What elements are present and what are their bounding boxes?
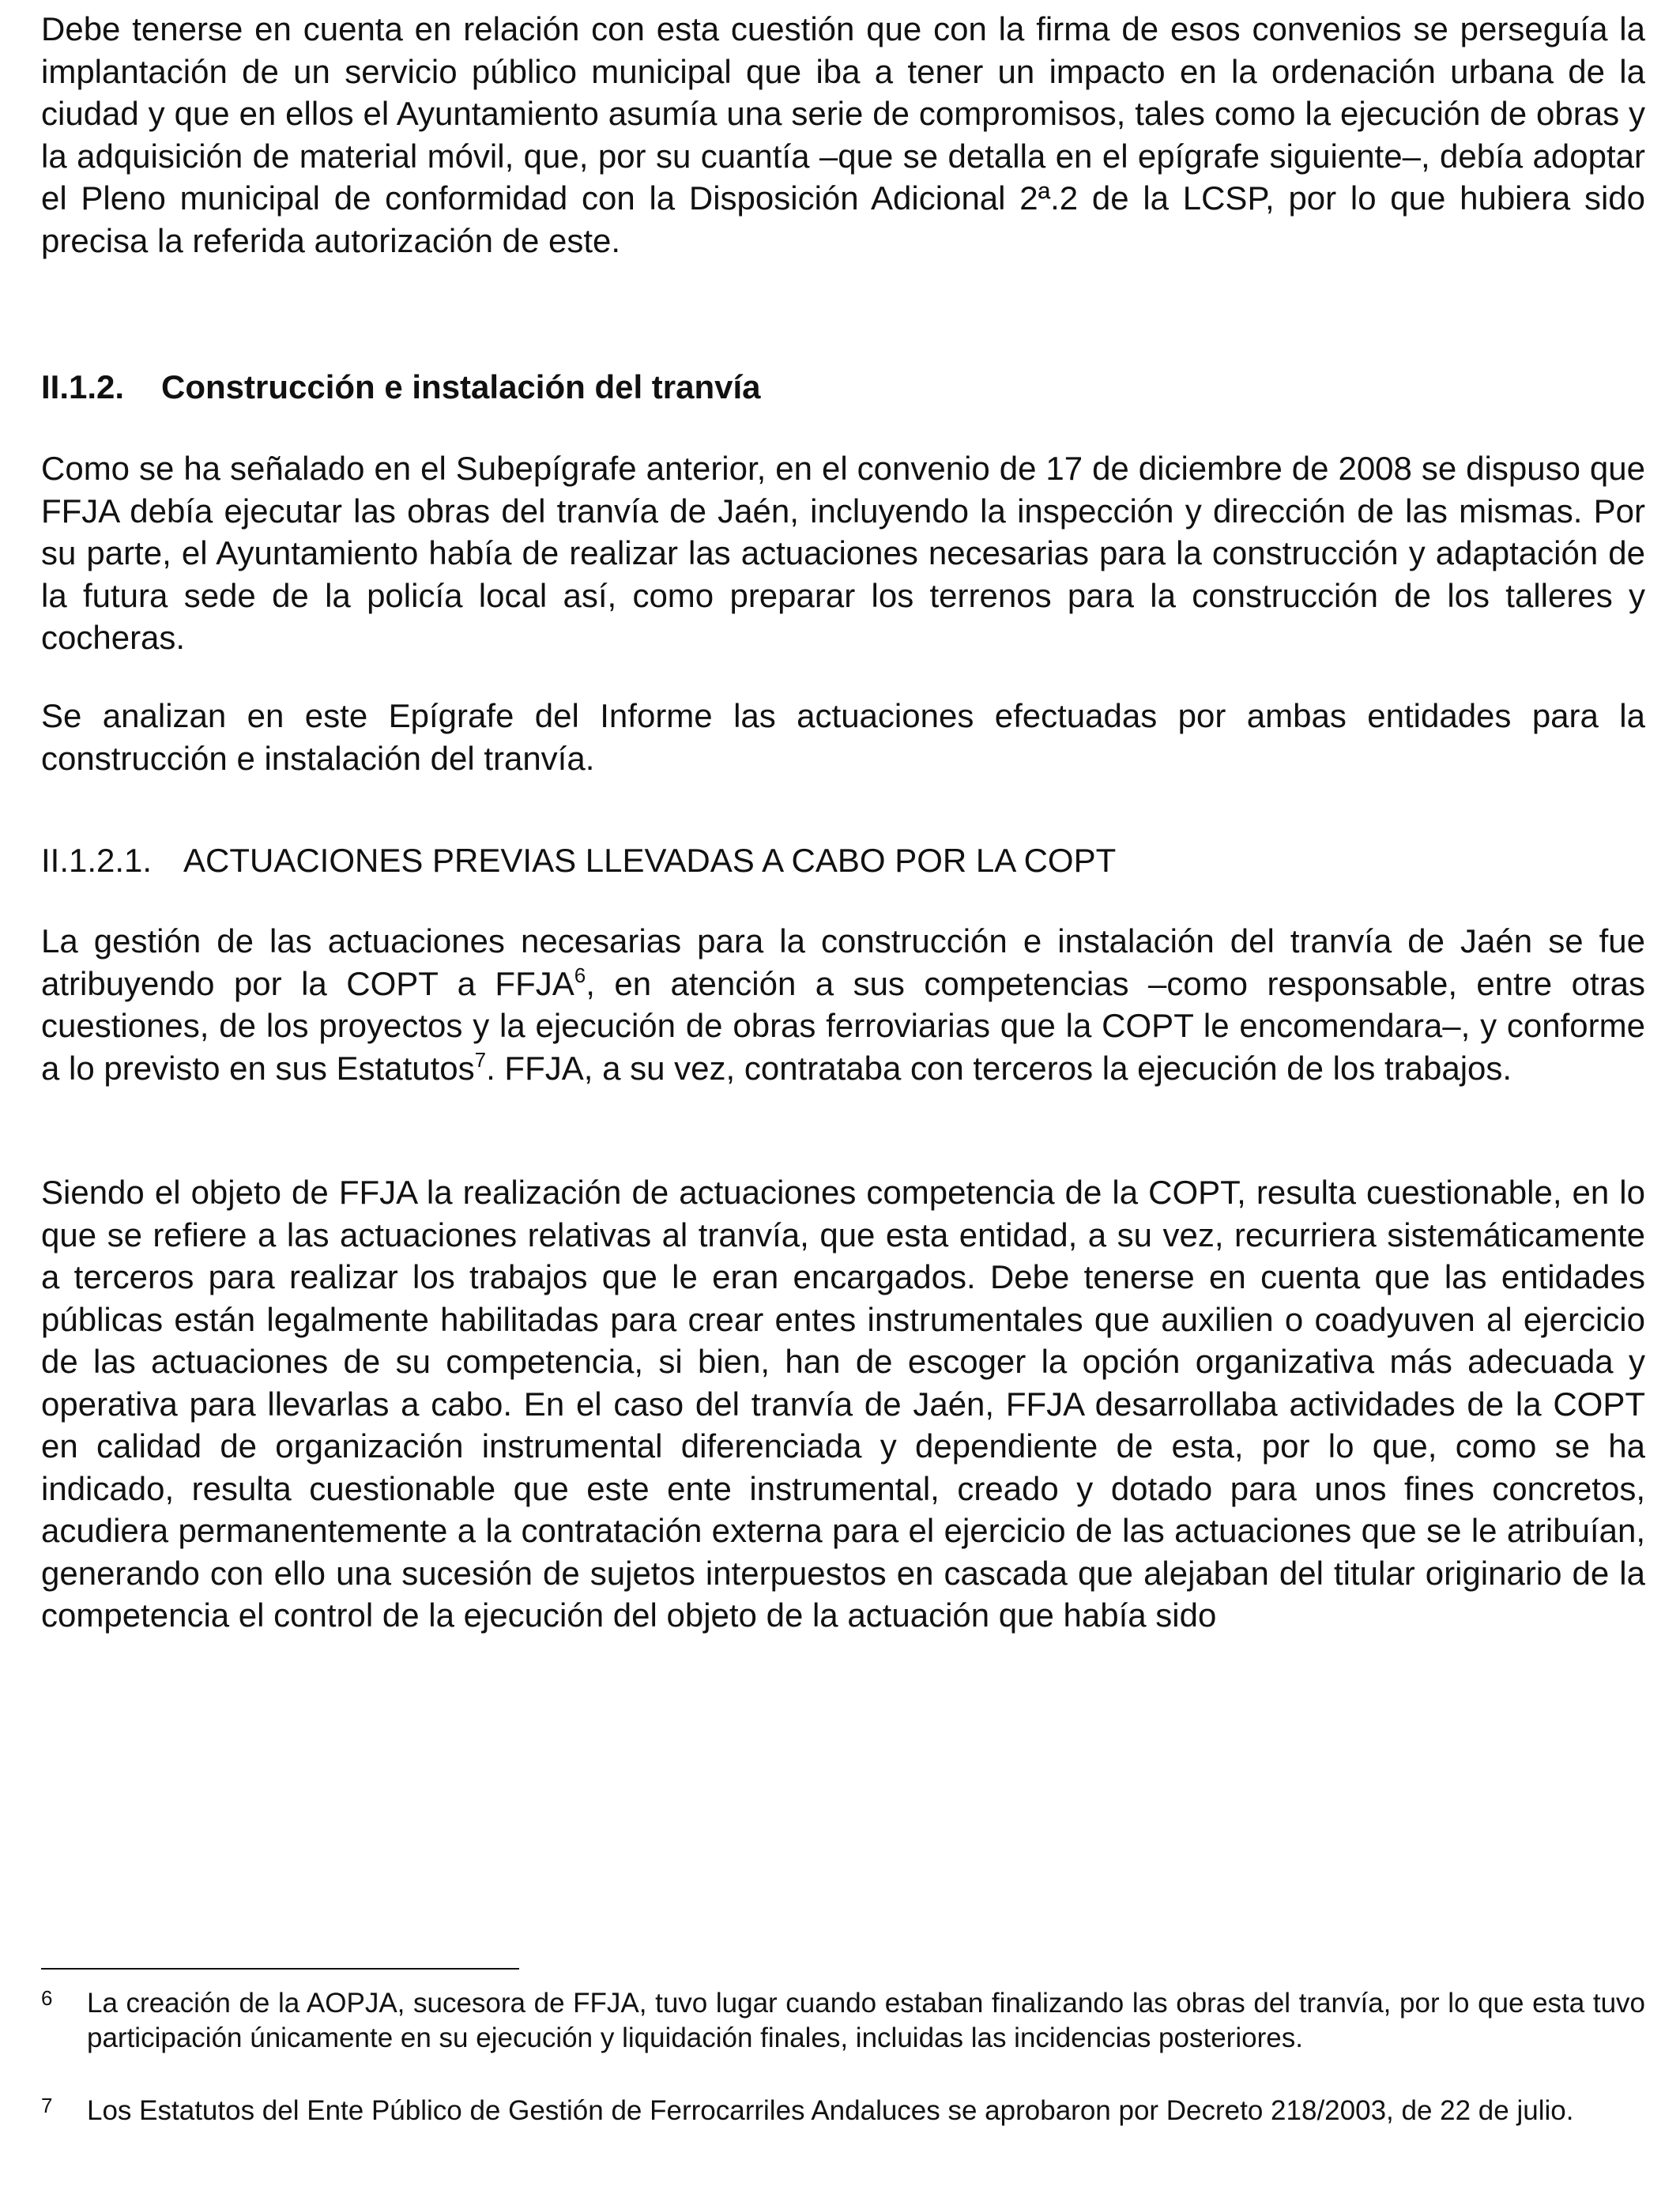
- subsection-heading: [41, 839, 1116, 881]
- footnote-mark: 6: [41, 1986, 53, 2010]
- paragraph-text: , en atención a sus competencias –como responsable, entre otras cuestiones, de los proyectos y la ejecución de obras ferroviarias que la COPT le encomendara–, y conforme a lo previsto en sus Estatutos: [41, 964, 1645, 1087]
- footnote-reference: 7: [474, 1047, 487, 1072]
- paragraph-text: La gestión de las actuaciones necesarias para la construcción e instalación del tranvía de Jaén se fue atribuyendo por la COPT a FFJA: [41, 922, 1645, 1002]
- footnote-text: La creación de la AOPJA, sucesora de FFJA, tuvo lugar cuando estaban finalizando las obras del tranvía, por lo que esta tuvo participación únicamente en su ejecución y liquidación finales, incluidas las incidencias posteriores.: [87, 1988, 1645, 2053]
- paragraph-body: [41, 920, 1645, 1089]
- subsection-title: ACTUACIONES PREVIAS LLEVADAS A CABO POR LA COPT: [183, 842, 1117, 879]
- document-page: [41, 0, 1645, 2194]
- footnote-reference: 6: [574, 963, 586, 987]
- footnote: [41, 1986, 1645, 2056]
- paragraph-text: . FFJA, a su vez, contrataba con terceros la ejecución de los trabajos.: [486, 1049, 1512, 1087]
- section-title: Construcción e instalación del tranvía: [161, 368, 761, 405]
- paragraph-body: Se analizan en este Epígrafe del Informe las actuaciones efectuadas por ambas entidades para la construcción e instalación del tranvía.: [41, 697, 1645, 777]
- section-number: II.1.2.: [41, 368, 125, 405]
- section-heading: [41, 366, 761, 408]
- footnote-text: Los Estatutos del Ente Público de Gestión de Ferrocarriles Andaluces se aprobaron por Decreto 218/2003, de 22 de julio.: [87, 2095, 1574, 2126]
- paragraph-body: Debe tenerse en cuenta en relación con esta cuestión que con la firma de esos convenios se perseguía la implantación de un servicio público municipal que iba a tener un impacto en la ordenación urbana de la ciudad y que en ellos el Ayuntamiento asumía una serie de compromisos, tales como la ejecución de obras y la adquisición de material móvil, que, por su cuantía –que se detalla en el epígrafe siguiente–, debía adoptar el Pleno municipal de conformidad con la Disposición Adicional 2ª.2 de la LCSP, por lo que hubiera sido precisa la referida autorización de este.: [41, 10, 1645, 259]
- subsection-number: II.1.2.1.: [41, 842, 153, 879]
- paragraph-body: Siendo el objeto de FFJA la realización de actuaciones competencia de la COPT, resulta cuestionable, en lo que se refiere a las actuaciones relativas al tranvía, que esta entidad, a su vez, recurriera sistemáticamente a terceros para realizar los trabajos que le eran encargados. Debe tenerse en cuenta que las entidades públicas están legalmente habilitadas para crear entes instrumentales que auxilien o coadyuven al ejercicio de las actuaciones de su competencia, si bien, han de escoger la opción organizativa más adecuada y operativa para llevarlas a cabo. En el caso del tranvía de Jaén, FFJA desarrollaba actividades de la COPT en calidad de organización instrumental diferenciada y dependiente de esta, por lo que, como se ha indicado, resulta cuestionable que este ente instrumental, creado y dotado para unos fines concretos, acudiera permanentemente a la contratación externa para el ejercicio de las actuaciones que se le atribuían, generando con ello una sucesión de sujetos interpuestos en cascada que alejaban del titular originario de la competencia el control de la ejecución del objeto de la actuación que había sido: [41, 1174, 1645, 1634]
- footnote-separator: [41, 1968, 519, 1970]
- footnote-mark: 7: [41, 2094, 53, 2117]
- footnote: [41, 2094, 1645, 2128]
- paragraph-body: Como se ha señalado en el Subepígrafe anterior, en el convenio de 17 de diciembre de 2008 se dispuso que FFJA debía ejecutar las obras del tranvía de Jaén, incluyendo la inspección y dirección de las mismas. Por su parte, el Ayuntamiento había de realizar las actuaciones necesarias para la construcción y adaptación de la futura sede de la policía local así, como preparar los terrenos para la construcción de los talleres y cocheras.: [41, 450, 1645, 656]
